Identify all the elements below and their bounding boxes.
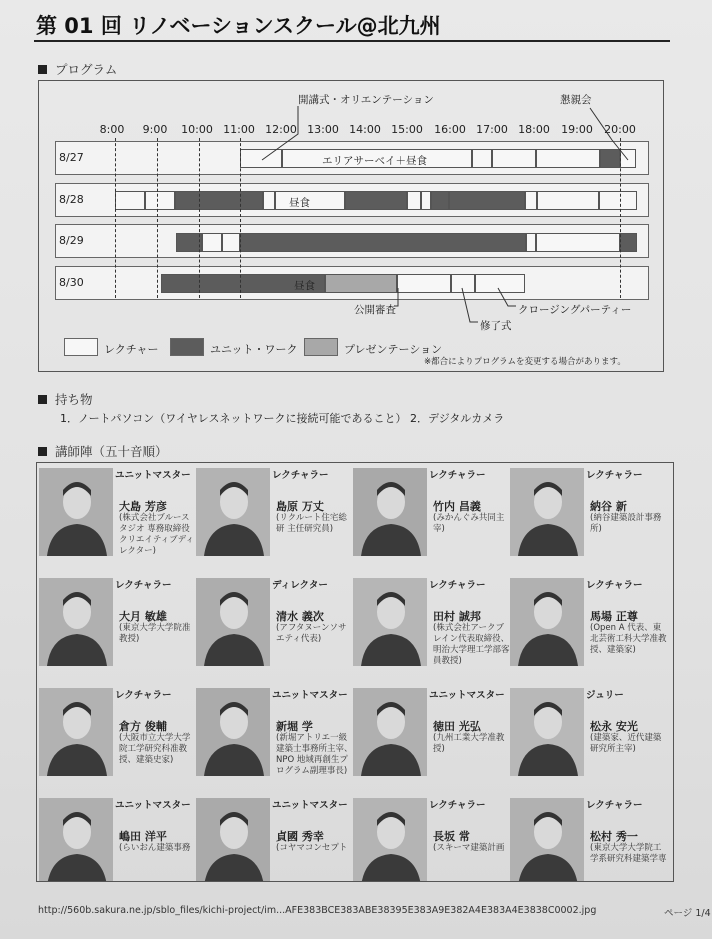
hour-label: 8:00 xyxy=(99,123,125,136)
staff-affiliation: (九州工業大学准教授) xyxy=(433,733,505,754)
staff-affiliation: (新堀アトリエ一級建築士事務所主宰、NPO 地域再創生プログラム副理事長) xyxy=(276,733,353,776)
staff-heading xyxy=(38,442,168,460)
hour-gridline xyxy=(620,138,621,298)
schedule-block-lecture xyxy=(275,191,345,210)
staff-name: 倉方 俊輔 xyxy=(119,720,167,733)
staff-role: ユニットマスター xyxy=(115,470,191,481)
staff-affiliation: (株式会社ブルースタジオ 専務取締役クリエイティブディレクター) xyxy=(119,513,194,556)
portrait-photo xyxy=(353,688,427,776)
portrait-photo xyxy=(353,798,427,882)
staff-affiliation: (スキーマ建築計画 xyxy=(433,843,505,853)
schedule-block-lecture xyxy=(222,233,240,252)
schedule-block-lecture xyxy=(536,149,600,168)
staff-affiliation: (アフタヌーンソサエティ代表) xyxy=(276,623,347,644)
staff-affiliation: (株式会社アークブレイン代表取締役、明治大学理工学部客員教授) xyxy=(433,623,510,666)
schedule-block-lecture xyxy=(525,191,537,210)
schedule-block-lecture xyxy=(472,149,492,168)
schedule-block-lecture xyxy=(526,233,536,252)
schedule-block-lecture xyxy=(620,149,636,168)
staff-role: ユニットマスター xyxy=(272,690,348,701)
schedule-block-lecture xyxy=(407,191,421,210)
hour-label: 14:00 xyxy=(349,123,381,136)
staff-role: レクチャラー xyxy=(115,580,172,591)
hour-label: 19:00 xyxy=(561,123,593,136)
legend-label-unit-work: ユニット・ワーク xyxy=(210,343,298,356)
block-label: 昼食 xyxy=(289,197,310,209)
schedule-block-lecture xyxy=(536,233,620,252)
staff-name: 松村 秀一 xyxy=(590,830,638,843)
staff-card xyxy=(196,685,354,795)
belongings-heading-text: 持ち物 xyxy=(55,392,93,407)
staff-card xyxy=(353,575,511,685)
schedule-block-lecture xyxy=(421,191,431,210)
portrait-photo xyxy=(510,578,584,666)
page-title: 第 01 回 リノベーションスクール@北九州 xyxy=(36,14,441,38)
legend-swatch-lecture xyxy=(64,338,98,356)
annotation-closing-ceremony: 修了式 xyxy=(480,320,512,332)
staff-card xyxy=(510,685,668,795)
block-label: 昼食 xyxy=(294,280,315,292)
staff-card xyxy=(196,795,354,882)
staff-affiliation: (リクルート住宅総研 主任研究員) xyxy=(276,513,347,534)
schedule-block-presentation xyxy=(325,274,397,293)
portrait-photo xyxy=(196,578,270,666)
hour-label: 10:00 xyxy=(181,123,213,136)
schedule-block-lecture xyxy=(145,191,175,210)
staff-card xyxy=(510,465,668,575)
hour-label: 17:00 xyxy=(476,123,508,136)
staff-name: 田村 誠邦 xyxy=(433,610,481,623)
section-square-icon xyxy=(38,65,47,74)
staff-role: レクチャラー xyxy=(272,470,329,481)
annotation-opening: 開講式・オリエンテーション xyxy=(298,94,434,106)
hour-gridline xyxy=(115,138,116,298)
footer-url: http://560b.sakura.ne.jp/sblo_files/kichi-project/im...AFE383BCE383ABE38395E383A9E382A4E383A4E3838C0002.jpg xyxy=(38,905,597,916)
portrait-photo xyxy=(39,798,113,882)
portrait-photo xyxy=(510,688,584,776)
staff-card xyxy=(39,795,197,882)
day-label: 8/30 xyxy=(59,276,84,289)
annotation-closing-party: クロージングパーティー xyxy=(518,304,632,316)
hour-gridline xyxy=(199,138,200,298)
staff-name: 竹内 昌義 xyxy=(433,500,481,513)
staff-name: 貞國 秀幸 xyxy=(276,830,324,843)
staff-role: レクチャラー xyxy=(429,470,486,481)
hour-label: 13:00 xyxy=(307,123,339,136)
staff-name: 島原 万丈 xyxy=(276,500,324,513)
staff-name: 嶋田 洋平 xyxy=(119,830,167,843)
staff-affiliation: (東京大学大学院工学系研究科建築学専 xyxy=(590,843,667,864)
staff-card xyxy=(39,575,197,685)
portrait-photo xyxy=(196,798,270,882)
schedule-block-unit-work xyxy=(345,191,407,210)
program-heading-text: プログラム xyxy=(55,62,118,77)
schedule-block-unit-work xyxy=(600,149,620,168)
section-square-icon xyxy=(38,447,47,456)
staff-card xyxy=(39,465,197,575)
page-number: ページ 1/4 xyxy=(664,908,711,919)
day-label: 8/29 xyxy=(59,234,84,247)
staff-role: レクチャラー xyxy=(429,580,486,591)
staff-card xyxy=(510,795,668,882)
portrait-photo xyxy=(196,468,270,556)
hour-label: 16:00 xyxy=(434,123,466,136)
legend-label-lecture: レクチャー xyxy=(104,343,159,356)
schedule-block-lecture xyxy=(202,233,222,252)
staff-affiliation: (東京大学大学院准教授) xyxy=(119,623,191,644)
schedule-block-lecture xyxy=(115,191,145,210)
schedule-block-unit-work xyxy=(240,233,526,252)
hour-label: 15:00 xyxy=(391,123,423,136)
staff-role: ジュリー xyxy=(586,690,624,701)
hour-gridline xyxy=(157,138,158,298)
staff-card xyxy=(353,795,511,882)
day-label: 8/27 xyxy=(59,151,84,164)
schedule-block-unit-work xyxy=(175,191,263,210)
staff-affiliation: (納谷建築設計事務所) xyxy=(590,513,662,534)
staff-role: レクチャラー xyxy=(429,800,486,811)
staff-affiliation: (大阪市立大学大学院工学研究科准教授、建築史家) xyxy=(119,733,191,765)
staff-card xyxy=(353,465,511,575)
hour-gridline xyxy=(240,138,241,298)
staff-name: 大月 敏雄 xyxy=(119,610,167,623)
staff-name: 馬場 正尊 xyxy=(590,610,638,623)
staff-affiliation: (みかんぐみ共同主宰) xyxy=(433,513,505,534)
staff-affiliation: (コヤマコンセプト xyxy=(276,843,348,853)
portrait-photo xyxy=(510,468,584,556)
staff-name: 徳田 光弘 xyxy=(433,720,481,733)
staff-name: 大島 芳彦 xyxy=(119,500,167,513)
schedule-block-lecture xyxy=(451,274,475,293)
staff-role: レクチャラー xyxy=(586,580,643,591)
staff-name: 清水 義次 xyxy=(276,610,324,623)
schedule-block-unit-work xyxy=(431,191,449,210)
staff-name: 新堀 学 xyxy=(276,720,313,733)
legend-swatch-unit-work xyxy=(170,338,204,356)
schedule-block-lecture xyxy=(240,149,282,168)
annotation-party: 懇親会 xyxy=(560,94,592,106)
schedule-block-lecture xyxy=(599,191,637,210)
staff-role: ユニットマスター xyxy=(115,800,191,811)
portrait-photo xyxy=(353,578,427,666)
staff-card xyxy=(196,465,354,575)
day-label: 8/28 xyxy=(59,193,84,206)
schedule-block-lecture xyxy=(475,274,525,293)
program-note: ※都合によりプログラムを変更する場合があります。 xyxy=(424,357,626,367)
hour-label: 18:00 xyxy=(518,123,550,136)
schedule-block-lecture xyxy=(397,274,451,293)
hour-label: 12:00 xyxy=(265,123,297,136)
portrait-photo xyxy=(353,468,427,556)
staff-name: 松永 安光 xyxy=(590,720,638,733)
staff-name: 長坂 常 xyxy=(433,830,470,843)
section-square-icon xyxy=(38,395,47,404)
staff-role: レクチャラー xyxy=(586,800,643,811)
staff-card xyxy=(353,685,511,795)
portrait-photo xyxy=(510,798,584,882)
hour-label: 9:00 xyxy=(142,123,168,136)
hour-label: 11:00 xyxy=(223,123,255,136)
staff-affiliation: (建築家、近代建築研究所主宰) xyxy=(590,733,662,754)
annotation-review: 公開審査 xyxy=(354,304,396,316)
title-rule xyxy=(34,40,670,42)
portrait-photo xyxy=(39,468,113,556)
hour-label: 20:00 xyxy=(604,123,636,136)
staff-card xyxy=(196,575,354,685)
portrait-photo xyxy=(39,688,113,776)
staff-affiliation: (Open A 代表、東北芸術工科大学准教授、建築家) xyxy=(590,623,667,655)
program-heading xyxy=(38,60,117,78)
staff-role: ユニットマスター xyxy=(272,800,348,811)
staff-role: レクチャラー xyxy=(586,470,643,481)
belongings-text: 1．ノートパソコン（ワイヤレスネットワークに接続可能であること） 2．デジタルカメラ xyxy=(60,412,505,425)
schedule-block-unit-work xyxy=(620,233,637,252)
staff-role: ユニットマスター xyxy=(429,690,505,701)
schedule-block-unit-work xyxy=(449,191,525,210)
portrait-photo xyxy=(196,688,270,776)
staff-card xyxy=(39,685,197,795)
staff-card xyxy=(510,575,668,685)
staff-grid xyxy=(36,462,674,882)
staff-heading-text: 講師陣（五十音順） xyxy=(55,444,168,459)
staff-role: ディレクター xyxy=(272,580,328,591)
portrait-photo xyxy=(39,578,113,666)
schedule-block-lecture xyxy=(537,191,599,210)
belongings-heading xyxy=(38,390,93,408)
staff-name: 納谷 新 xyxy=(590,500,627,513)
schedule-block-lecture xyxy=(492,149,536,168)
staff-affiliation: (らいおん建築事務 xyxy=(119,843,191,853)
legend-label-presentation: プレゼンテーション xyxy=(344,343,443,356)
staff-role: レクチャラー xyxy=(115,690,172,701)
block-label: エリアサーベイ＋昼食 xyxy=(322,155,427,167)
schedule-block-lecture xyxy=(263,191,275,210)
legend-swatch-presentation xyxy=(304,338,338,356)
